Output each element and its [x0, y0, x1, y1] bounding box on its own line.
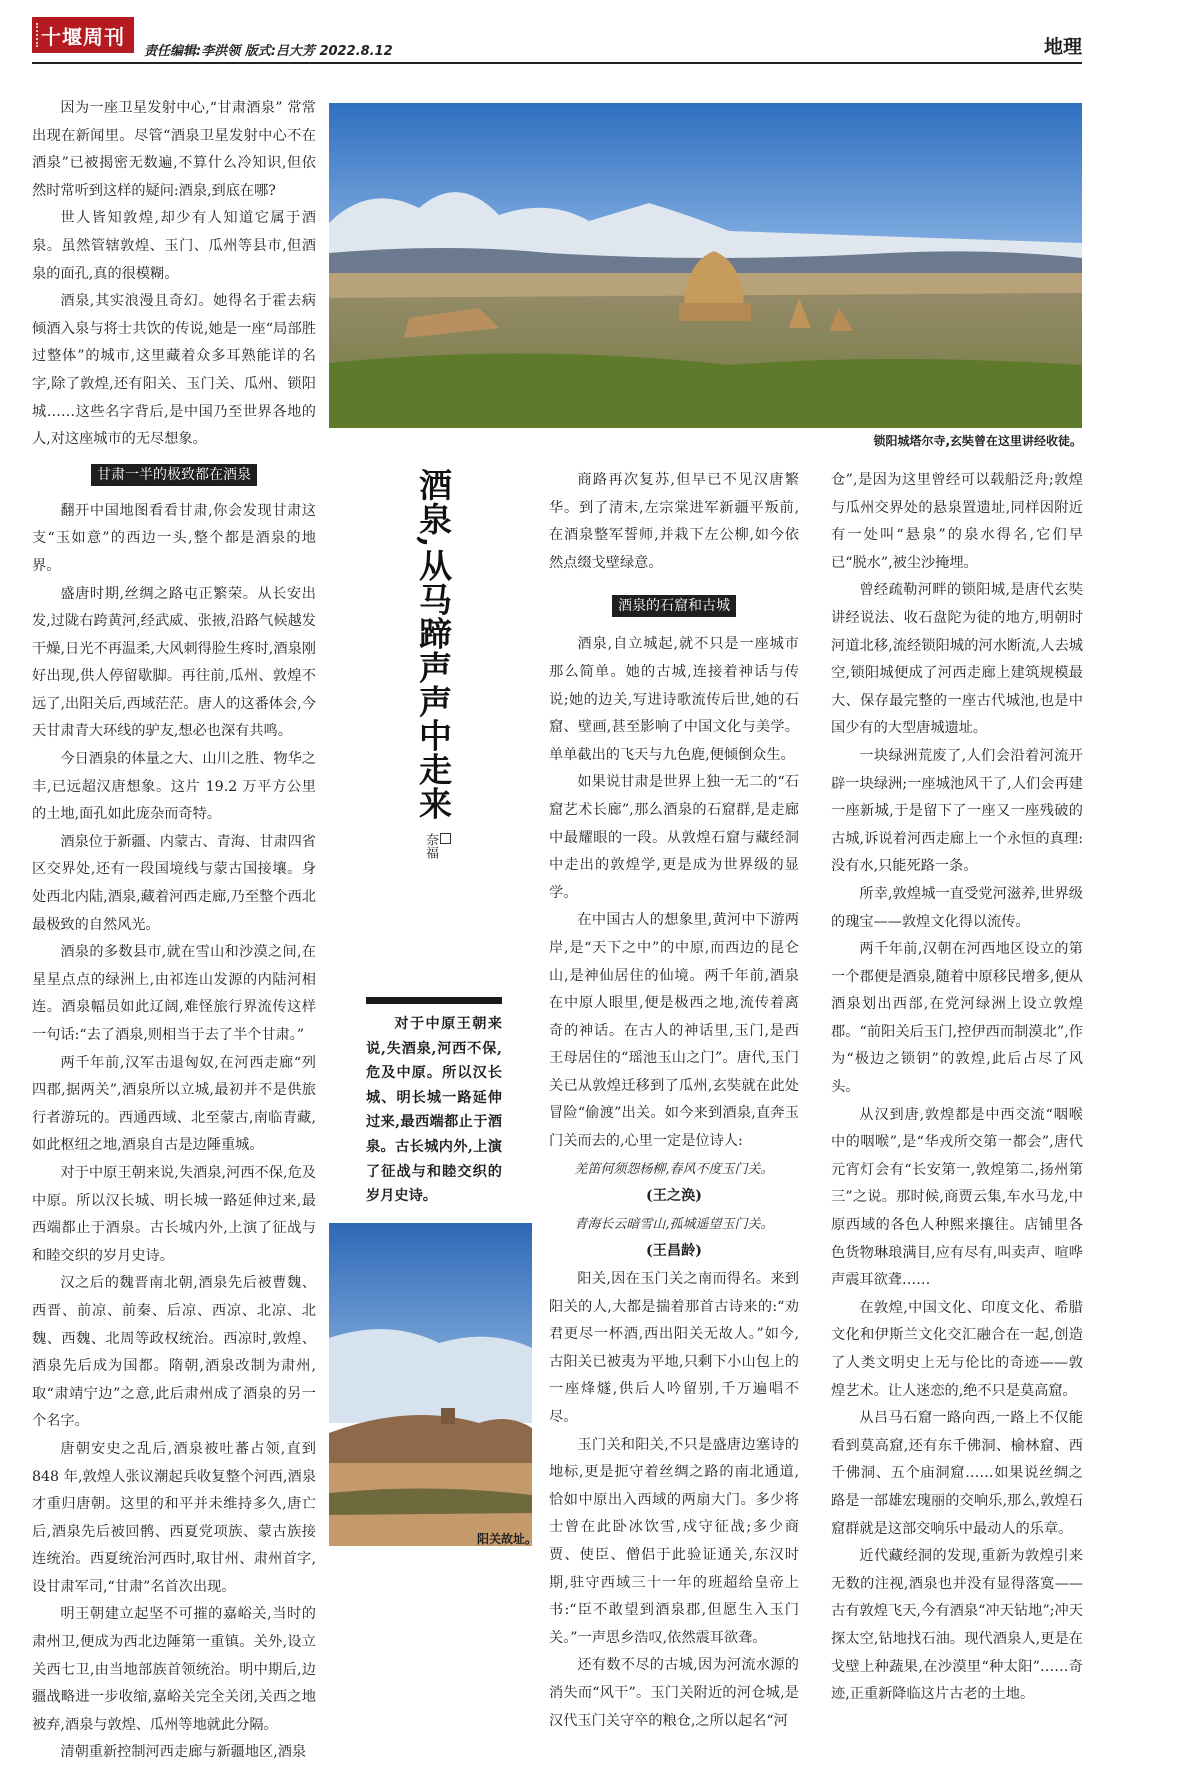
- author-name: 奈福: [423, 833, 438, 859]
- paragraph: 酒泉的多数县市,就在雪山和沙漠之间,在星星点点的绿洲上,由祁连山发源的内陆河相连。酒泉幅员如此辽阔,难怪旅行界流传这样一句话:“去了酒泉,则相当于去了半个甘肃。”: [32, 944, 316, 1043]
- section-title: 地理: [1043, 36, 1082, 58]
- paragraph: 汉之后的魏晋南北朝,酒泉先后被曹魏、西晋、前凉、前秦、后凉、西凉、北凉、北魏、西魏、北周等政权统治。西凉时,敦煌、酒泉先后成为国都。隋朝,酒泉改制为肃州,取“肃靖宁边”之意,此后肃州成了酒泉的另一个名字。: [32, 1275, 316, 1430]
- section-subhead: 酒泉的石窟和古城: [612, 595, 736, 617]
- paragraph: 近代藏经洞的发现,重新为敦煌引来无数的注视,酒泉也并没有显得落寞——古有敦煌飞天,今有酒泉“冲天钻地”;冲天探太空,钻地找石油。现代酒泉人,更是在戈壁上种蔬果,在沙漠里“种太阳”……奇迹,正重新降临这片古老的土地。: [831, 1548, 1083, 1703]
- paragraph: 对于中原王朝来说,失酒泉,河西不保,危及中原。所以汉长城、明长城一路延伸过来,最西端都止于酒泉。古长城内外,上演了征战与和睦交织的岁月史诗。: [32, 1164, 316, 1264]
- paragraph: 酒泉,其实浪漫且奇幻。她得名于霍去病倾酒入泉与将士共饮的传说,她是一座“局部胜过整体”的城市,这里藏着众多耳熟能详的名字,除了敦煌,还有阳关、玉门关、瓜州、锁阳城……这些名字背后,是中国乃至世界各地的人,对这座城市的无尽想象。: [32, 293, 316, 448]
- paragraph: 在中国古人的想象里,黄河中下游两岸,是“天下之中”的中原,而西边的昆仑山,是神仙居住的仙境。两千年前,酒泉在中原人眼里,便是极西之地,流传着离奇的神话。在古人的神话里,玉门,是西王母居住的“瑶池玉山之门”。唐代,玉门关已从敦煌迁移到了瓜州,玄奘就在此处冒险“偷渡”出关。如今来到酒泉,直奔玉门关而去的,心里一定是位诗人:: [549, 912, 799, 1150]
- paragraph: 从汉到唐,敦煌都是中西交流“咽喉中的咽喉”,是“华戎所交第一都会”,唐代元宵灯会有“长安第一,敦煌第二,扬州第三”之说。那时候,商贾云集,车水马龙,中原西域的各色人种熙来攘往。店铺里各色货物琳琅满目,应有尽有,叫卖声、喧哗声震耳欲聋……: [831, 1106, 1083, 1289]
- section-subhead: 甘肃一半的极致都在酒泉: [91, 464, 257, 486]
- pull-quote-rule: [366, 997, 502, 1004]
- paragraph: 玉门关和阳关,不只是盛唐边塞诗的地标,更是扼守着丝绸之路的南北通道,恰如中原出入西域的两扇大门。多少将士曾在此卧冰饮雪,戍守征战;多少商贾、使臣、僧侣于此验证通关,东汉时期,驻守西域三十一年的班超给皇帝上书:“臣不敢望到酒泉郡,但愿生入玉门关。”一声思乡浩叹,依然震耳欲聋。: [549, 1436, 799, 1646]
- paragraph: 仓”,是因为这里曾经可以载船泛舟;敦煌与瓜州交界处的悬泉置遗址,同样因附近有一处叫“悬泉”的泉水得名,它们早已“脱水”,被尘沙掩埋。: [831, 472, 1083, 571]
- poem-author: (王之涣): [646, 1188, 702, 1205]
- subhead-container: [32, 464, 316, 486]
- paragraph: 阳关,因在玉门关之南而得名。来到阳关的人,大都是揣着那首古诗来的:“劝君更尽一杯酒,西出阳关无故人。”如今,古阳关已被夷为平地,只剩下小山包上的一座烽燧,供后人吟留别,千万遍唱不尽。: [549, 1271, 799, 1425]
- landscape-photo-icon: [329, 1223, 532, 1546]
- paragraph: 商路再次复苏,但早已不见汉唐繁华。到了清末,左宗棠进军新疆平叛前,在酒泉整军誓师,并栽下左公柳,如今依然点缀戈壁绿意。: [549, 472, 799, 571]
- paragraph: 曾经疏勒河畔的锁阳城,是唐代玄奘讲经说法、收石盘陀为徒的地方,明朝时河道北移,流经锁阳城的河水断流,人去城空,锁阳城便成了河西走廊上建筑规模最大、保存最完整的一座古代城池,也是中国少有的大型唐城遗址。: [831, 582, 1083, 737]
- paragraph: 如果说甘肃是世界上独一无二的“石窟艺术长廊”,那么酒泉的石窟群,是走廊中最耀眼的一段。从敦煌石窟与藏经洞中走出的敦煌学,更是成为世界级的显学。: [549, 774, 799, 901]
- header-divider: [32, 62, 1082, 64]
- paragraph: 所幸,敦煌城一直受党河滋养,世界级的瑰宝——敦煌文化得以流传。: [831, 885, 1083, 930]
- masthead-logo: [32, 17, 134, 53]
- paragraph: 因为一座卫星发射中心,“甘肃酒泉” 常常出现在新闻里。尽管“酒泉卫星发射中心不在酒泉”已被揭密无数遍,不算什么冷知识,但依然时常听到这样的疑问:酒泉,到底在哪?: [32, 100, 316, 199]
- paragraph: 从吕马石窟一路向西,一路上不仅能看到莫高窟,还有东千佛洞、榆林窟、西千佛洞、五个庙洞窟……如果说丝绸之路是一部雄宏瑰丽的交响乐,那么,敦煌石窟群就是这部交响乐中最动人的乐章。: [831, 1410, 1083, 1537]
- editor-credits: 责任编辑:李洪领 版式:吕大芳 2022.8.12: [144, 44, 393, 59]
- paragraph: 还有数不尽的古城,因为河流水源的消失而“风干”。玉门关附近的河仓城,是汉代玉门关守卒的粮仓,之所以起名“河: [549, 1657, 799, 1729]
- middle-column: [549, 467, 799, 1735]
- top-photo: [329, 103, 1082, 428]
- subhead-container: [549, 595, 799, 617]
- paragraph: 盛唐时期,丝绸之路屯正繁荣。从长安出发,过陇右跨黄河,经武威、张掖,沿路气候越发干燥,日光不再温柔,大风刺得脸生疼时,酒泉刚好出现,供人停留歇脚。再往前,瓜州、敦煌不远了,出阳关后,西域茫茫。唐人的这番体会,今天甘肃青大环线的驴友,想必也深有共鸣。: [32, 585, 316, 740]
- paragraph: 一块绿洲荒废了,人们会沿着河流开辟一块绿洲;一座城池风干了,人们会再建一座新城,于是留下了一座又一座残破的古城,诉说着河西走廊上一个永恒的真理:没有水,只能死路一条。: [831, 747, 1083, 875]
- paragraph: 酒泉位于新疆、内蒙古、青海、甘肃四省区交界处,还有一段国境线与蒙古国接壤。身处西北内陆,酒泉,藏着河西走廊,乃至整个西北最极致的自然风光。: [32, 833, 316, 933]
- pull-quote: 对于中原王朝来说,失酒泉,河西不保,危及中原。所以汉长城、明长城一路延伸过来,最西端都止于酒泉。古长城内外,上演了征战与和睦交织的岁月史诗。: [366, 1016, 502, 1205]
- paragraph: 翻开中国地图看看甘肃,你会发现甘肃这支“玉如意”的西边一头,整个都是酒泉的地界。: [32, 502, 316, 574]
- paragraph: 两千年前,汉朝在河西地区设立的第一个郡便是酒泉,随着中原移民增多,便从酒泉划出西部,在党河绿洲上设立敦煌郡。“前阳关后玉门,控伊西而制漠北”,作为“极边之锁钥”的敦煌,此后占尽了风头。: [831, 941, 1083, 1096]
- poem-line: 青海长云暗雪山,孤城遥望玉门关。: [574, 1216, 774, 1232]
- paragraph: 世人皆知敦煌,却少有人知道它属于酒泉。虽然管辖敦煌、玉门、瓜州等县市,但酒泉的面孔,真的很模糊。: [32, 210, 316, 282]
- masthead-title: 十堰周刊: [41, 24, 125, 49]
- paragraph: 两千年前,汉军击退匈奴,在河西走廊“列四郡,据两关”,酒泉所以立城,最初并不是供旅行者游玩的。西通西域、北至蒙古,南临青藏,如此枢纽之地,酒泉自古是边陲重城。: [32, 1054, 316, 1154]
- article-title: 酒泉,从马蹄声声中走来: [414, 468, 453, 821]
- paragraph: 在敦煌,中国文化、印度文化、希腊文化和伊斯兰文化交汇融合在一起,创造了人类文明史上无与伦比的奇迹——敦煌艺术。让人迷恋的,绝不只是莫高窟。: [831, 1299, 1083, 1399]
- poem-line: 羌笛何须怨杨柳,春风不度玉门关。: [574, 1161, 774, 1177]
- paragraph: 唐朝安史之乱后,酒泉被吐蕃占领,直到848 年,敦煌人张议潮起兵收复整个河西,酒泉才重归唐朝。这里的和平并未维持多久,唐亡后,酒泉先后被回鹘、西夏党项族、蒙古族接连统治。西夏统治河西时,取甘州、肃州首字,设甘肃军司,“甘肃”名首次出现。: [32, 1440, 316, 1595]
- byline-box-icon: [440, 833, 451, 844]
- paragraph: 今日酒泉的体量之大、山川之胜、物华之丰,已远超汉唐想象。这片 19.2 万平方公里的土地,面孔如此庞杂而奇特。: [32, 751, 316, 823]
- left-column: [32, 95, 316, 1767]
- left-intro: [32, 95, 316, 454]
- poem-author: (王昌龄): [646, 1243, 702, 1260]
- landscape-photo-icon: [329, 103, 1082, 428]
- lower-photo: [329, 1223, 532, 1546]
- paragraph: 清朝重新控制河西走廊与新疆地区,酒泉: [60, 1744, 307, 1761]
- author-byline: [421, 833, 451, 859]
- left-body: [32, 498, 316, 1767]
- photo-caption: 锁阳城塔尔寺,玄奘曾在这里讲经收徒。: [873, 434, 1082, 448]
- photo-caption: 阳关故址。: [477, 1532, 538, 1546]
- paragraph: 明王朝建立起坚不可摧的嘉峪关,当时的肃州卫,便成为西北边陲第一重镇。关外,设立关西七卫,由当地部族首领统治。明中期后,边疆战略进一步收缩,嘉峪关完全关闭,关西之地被弃,酒泉与敦煌、瓜州等地就此分隔。: [32, 1606, 316, 1733]
- paragraph: 酒泉,自立城起,就不只是一座城市那么简单。她的古城,连接着神话与传说;她的边关,写进诗歌流传后世,她的石窟、壁画,甚至影响了中国文化与美学。单单截出的飞天与九色鹿,便倾倒众生。: [549, 636, 799, 763]
- right-column: [831, 467, 1083, 1709]
